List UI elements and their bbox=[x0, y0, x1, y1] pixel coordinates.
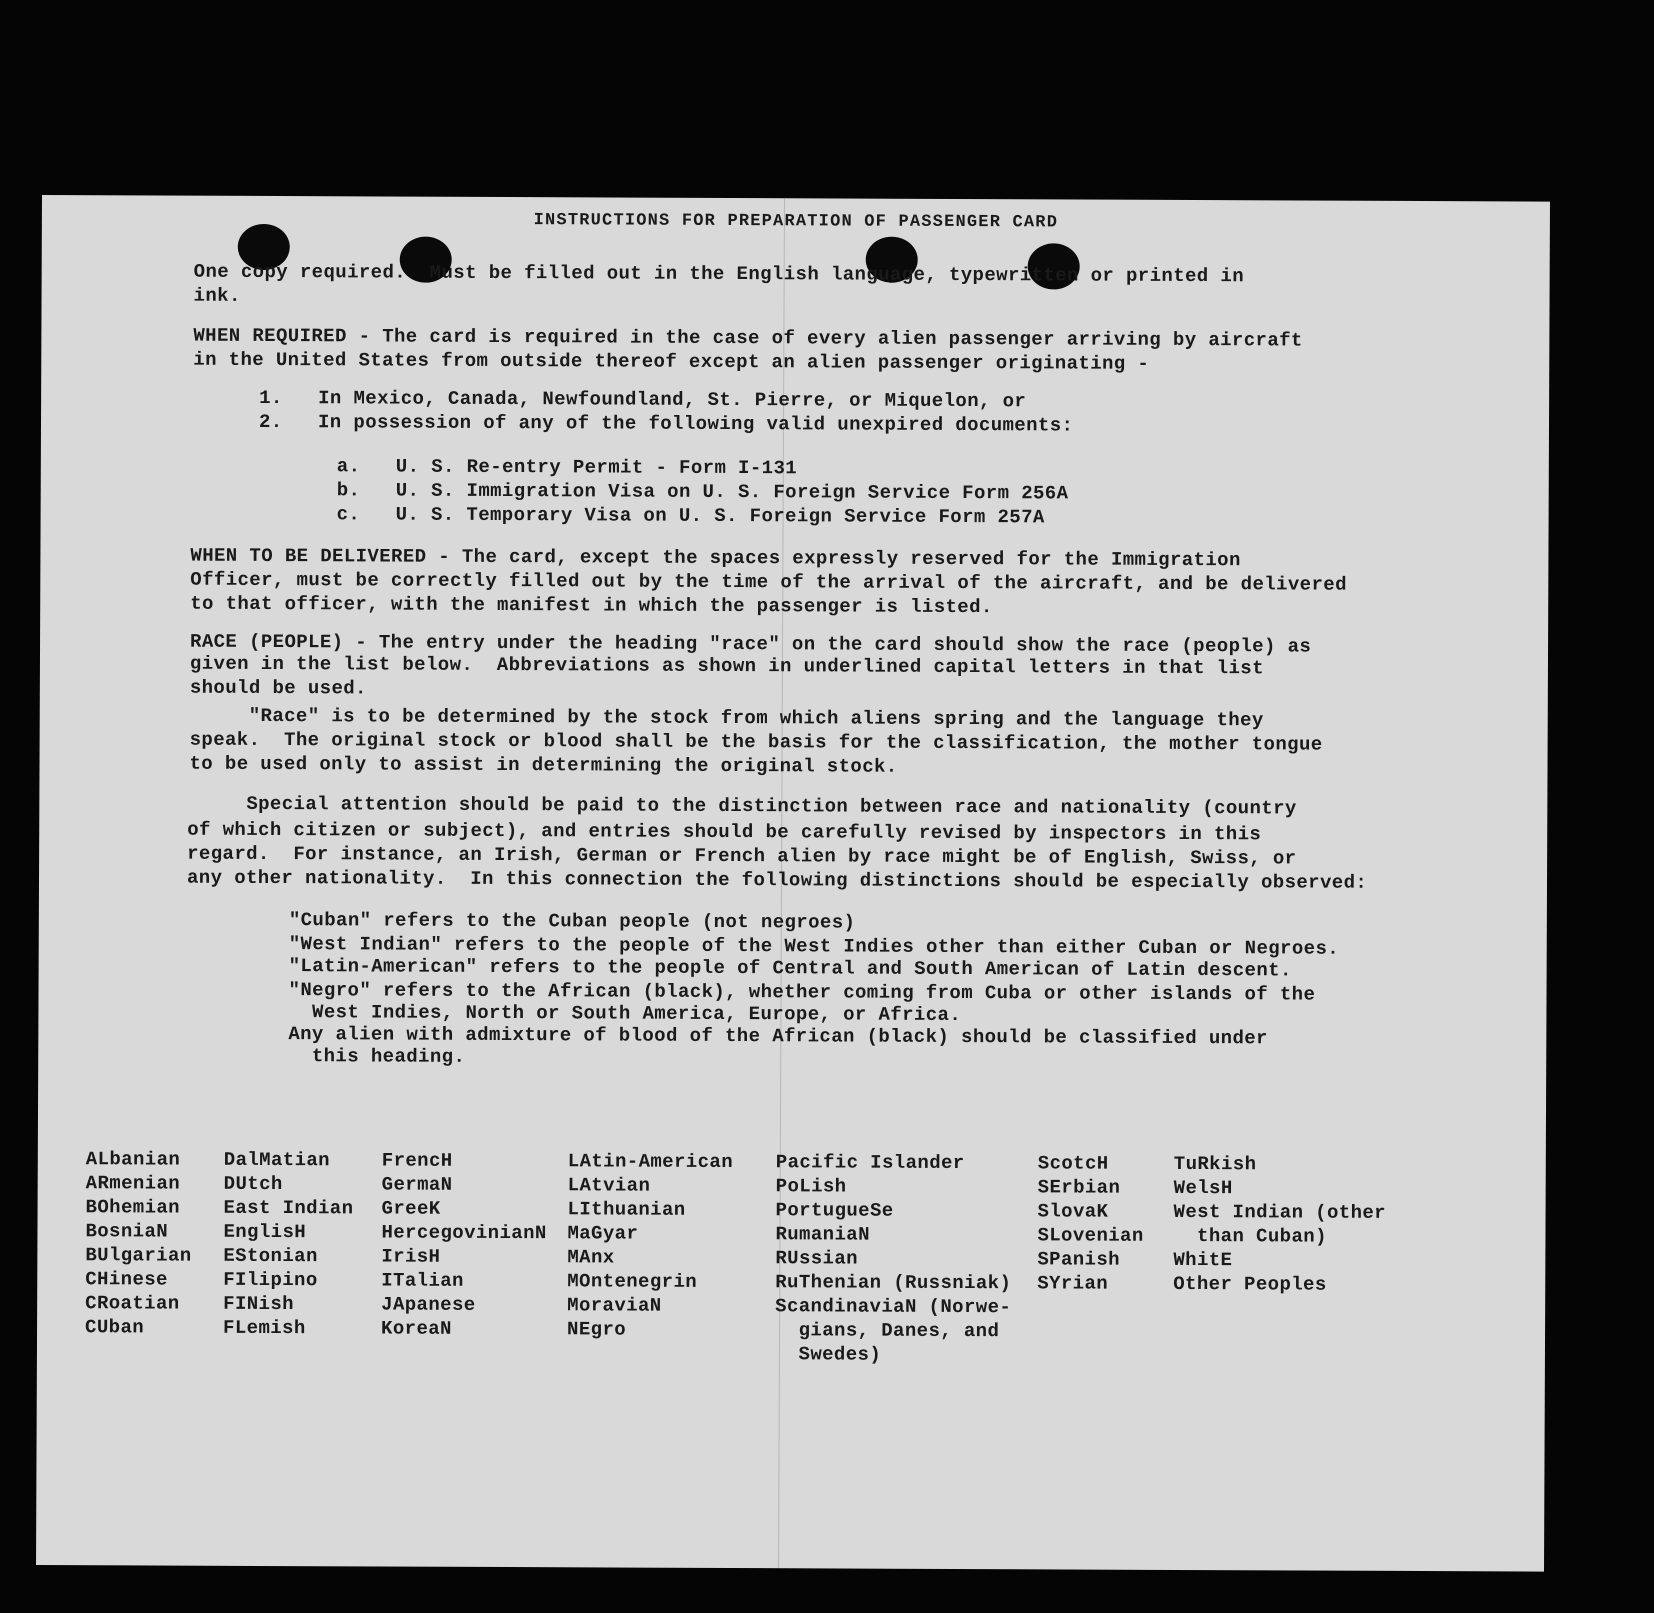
race-item: SYrian bbox=[1037, 1272, 1109, 1295]
race-item: RUssian bbox=[775, 1247, 859, 1270]
race-item: BosniaN bbox=[85, 1220, 169, 1243]
race-item: FINish bbox=[223, 1292, 295, 1316]
race-item: MoraviaN bbox=[567, 1294, 662, 1317]
race-column-2 bbox=[223, 1148, 354, 1341]
race-item: Pacific Islander bbox=[775, 1151, 965, 1175]
race-item: DalMatian bbox=[223, 1148, 331, 1172]
race-item: RuThenian (Russniak) bbox=[775, 1271, 1012, 1295]
race-item: FIlipino bbox=[223, 1268, 318, 1292]
distinction-admixture: Any alien with admixture of blood of the African (black) should be classified under bbox=[288, 1023, 1268, 1050]
race-item: FLemish bbox=[223, 1316, 306, 1340]
race-item: West Indian (other bbox=[1173, 1200, 1387, 1224]
race-item: LAtvian bbox=[567, 1174, 651, 1197]
race-determined-line-2: speak. The original stock or blood shall be the basis for the classification, the mother tongue bbox=[189, 728, 1323, 756]
race-determined-line-1: "Race" is to be determined by the stock from which aliens spring and the language they bbox=[189, 704, 1264, 732]
race-item: East Indian bbox=[223, 1196, 354, 1220]
race-item: WhitE bbox=[1173, 1248, 1233, 1272]
when-delivered-line-1: WHEN TO BE DELIVERED - The card, except the spaces expressly reserved for the Immigration bbox=[190, 544, 1241, 572]
race-people-line-2: given in the list below. Abbreviations as shown in underlined capital letters in that list bbox=[189, 652, 1264, 680]
race-item: MOntenegrin bbox=[567, 1270, 698, 1293]
race-item: SlovaK bbox=[1037, 1200, 1109, 1223]
when-delivered-line-2: Officer, must be correctly filled out by the time of the arrival of the aircraft, and be delivered bbox=[190, 568, 1347, 596]
intro-line-2: ink. bbox=[193, 284, 241, 307]
race-item: BUlgarian bbox=[85, 1244, 192, 1267]
race-column-3 bbox=[381, 1148, 547, 1341]
race-item: PoLish bbox=[775, 1175, 847, 1198]
distinction-west-indian: "West Indian" refers to the people of the West Indies other than either Cuban or Negroes. bbox=[288, 933, 1340, 960]
race-item: CHinese bbox=[85, 1268, 168, 1291]
race-people-line-1: RACE (PEOPLE) - The entry under the heading "race" on the card should show the race (people) as bbox=[190, 630, 1312, 658]
intro-line-1: One copy required. Must be filled out in the English language, typewritten or printed in bbox=[193, 260, 1245, 288]
race-item: BOhemian bbox=[85, 1196, 181, 1219]
when-delivered-line-3: to that officer, with the manifest in which the passenger is listed. bbox=[190, 592, 993, 619]
race-item: NEgro bbox=[567, 1318, 627, 1341]
race-item: EnglisH bbox=[223, 1220, 307, 1244]
race-item: ITalian bbox=[381, 1269, 464, 1292]
race-item: LIthuanian bbox=[567, 1198, 686, 1221]
race-item: ScandinaviaN (Norwe- bbox=[775, 1295, 1012, 1319]
document-page bbox=[36, 195, 1550, 1572]
race-column-7 bbox=[1173, 1152, 1386, 1297]
distinction-latin-american: "Latin-American" refers to the people of Central and South American of Latin descent. bbox=[288, 955, 1292, 982]
numbered-item-2: 2. In possession of any of the following valid unexpired documents: bbox=[258, 410, 1074, 437]
lettered-item-c: c. U. S. Temporary Visa on U. S. Foreign Service Form 257A bbox=[336, 503, 1045, 529]
race-item: IrisH bbox=[381, 1245, 441, 1268]
race-item: HercegovinianN bbox=[381, 1221, 547, 1245]
race-item: GreeK bbox=[381, 1197, 441, 1220]
race-determined-line-3: to be used only to assist in determining the original stock. bbox=[189, 752, 898, 778]
race-column-6 bbox=[1037, 1151, 1144, 1295]
race-item: TuRkish bbox=[1173, 1152, 1257, 1176]
race-item: ScotcH bbox=[1037, 1152, 1109, 1175]
race-item: FrencH bbox=[381, 1149, 453, 1172]
distinction-cuban: "Cuban" refers to the Cuban people (not negroes) bbox=[288, 909, 856, 934]
race-item: gians, Danes, and bbox=[775, 1319, 1000, 1343]
special-attention-line-4: any other nationality. In this connection the following distinctions should be especially observed: bbox=[186, 866, 1368, 894]
race-item: MaGyar bbox=[567, 1222, 639, 1245]
race-item: EStonian bbox=[223, 1244, 318, 1268]
race-item: WelsH bbox=[1173, 1176, 1233, 1200]
lettered-item-a: a. U. S. Re-entry Permit - Form I-131 bbox=[336, 455, 798, 480]
race-item: than Cuban) bbox=[1173, 1224, 1327, 1248]
race-item: PortugueSe bbox=[775, 1199, 894, 1222]
special-attention-line-1: Special attention should be paid to the distinction between race and nationality (country bbox=[187, 792, 1297, 820]
race-item: LAtin-American bbox=[567, 1150, 734, 1174]
race-item: ALbanian bbox=[85, 1148, 181, 1171]
race-item: MAnx bbox=[567, 1246, 615, 1269]
page-title: INSTRUCTIONS FOR PREPARATION OF PASSENGER CARD bbox=[533, 211, 1059, 233]
special-attention-line-3: regard. For instance, an Irish, German or French alien by race might be of English, Swiss, or bbox=[187, 842, 1297, 870]
race-item: Swedes) bbox=[774, 1343, 882, 1366]
special-attention-line-2: of which citizen or subject), and entries should be carefully revised by inspectors in this bbox=[187, 818, 1262, 846]
race-item: JApanese bbox=[381, 1293, 476, 1316]
race-item: Other Peoples bbox=[1173, 1272, 1327, 1296]
distinction-negro-cont: West Indies, North or South America, Europe, or Africa. bbox=[288, 1001, 962, 1027]
race-people-line-3: should be used. bbox=[189, 676, 367, 700]
race-item: CUban bbox=[85, 1316, 145, 1339]
race-item: DUtch bbox=[223, 1172, 283, 1196]
lettered-item-b: b. U. S. Immigration Visa on U. S. Foreign Service Form 256A bbox=[336, 479, 1069, 505]
numbered-item-1: 1. In Mexico, Canada, Newfoundland, St. Pierre, or Miquelon, or bbox=[259, 386, 1027, 413]
race-item: SPanish bbox=[1037, 1248, 1121, 1271]
race-column-1 bbox=[85, 1147, 192, 1339]
race-item: KoreaN bbox=[381, 1317, 452, 1340]
race-column-4 bbox=[567, 1149, 733, 1342]
distinction-negro: "Negro" refers to the African (black), whether coming from Cuba or other islands of the bbox=[288, 979, 1316, 1006]
distinction-admixture-cont: this heading. bbox=[288, 1045, 466, 1068]
race-item: RumaniaN bbox=[775, 1223, 870, 1246]
race-item: ARmenian bbox=[85, 1172, 181, 1195]
race-item: CRoatian bbox=[85, 1292, 180, 1315]
race-item: GermaN bbox=[381, 1173, 453, 1196]
race-column-5 bbox=[775, 1150, 1012, 1367]
race-item: SLovenian bbox=[1037, 1224, 1144, 1247]
race-item: SErbian bbox=[1037, 1176, 1121, 1199]
when-required-line-1: WHEN REQUIRED - The card is required in the case of every alien passenger arriving by aircraft bbox=[193, 324, 1303, 352]
race-list bbox=[37, 1147, 1546, 1374]
when-required-line-2: in the United States from outside thereof except an alien passenger originating - bbox=[193, 348, 1150, 375]
